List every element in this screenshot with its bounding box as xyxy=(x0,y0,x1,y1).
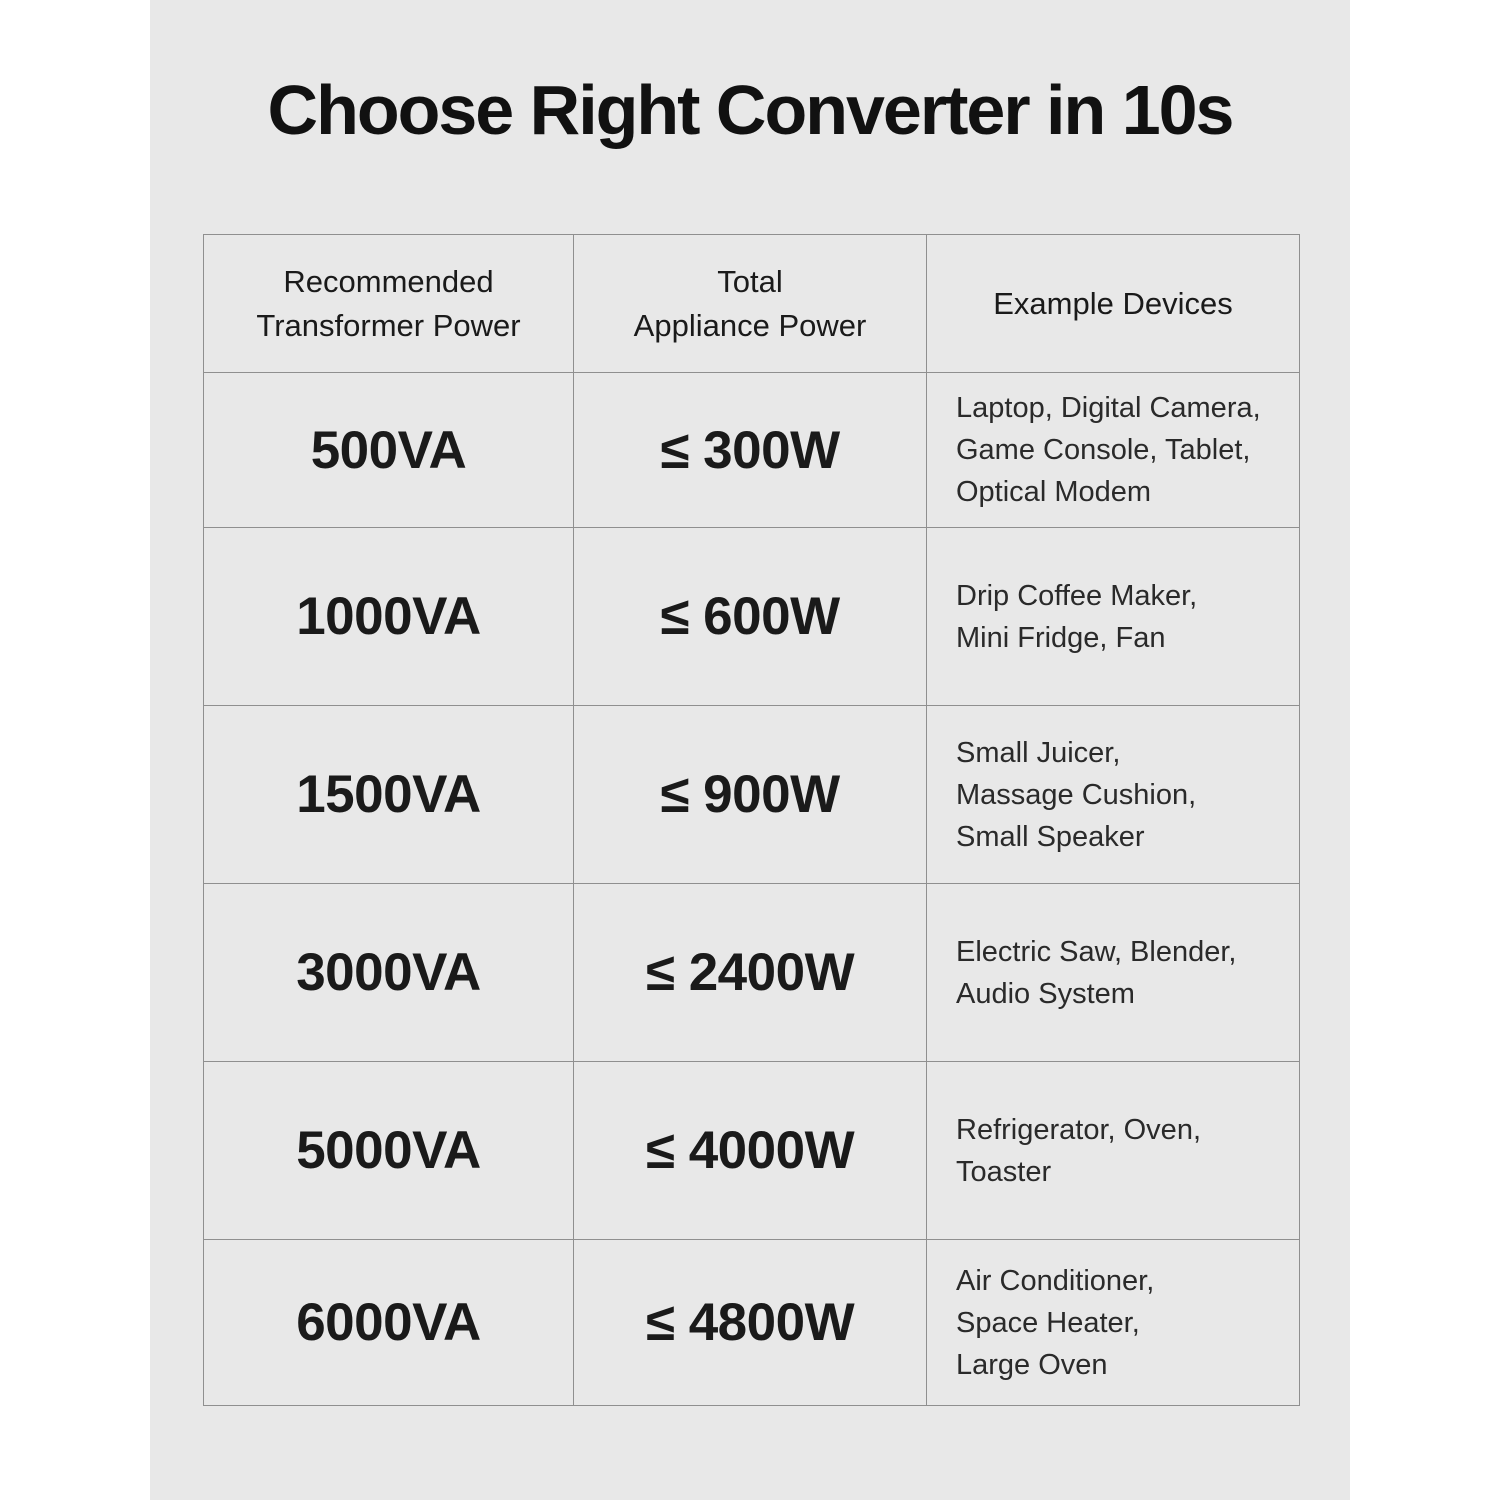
page-title: Choose Right Converter in 10s xyxy=(267,71,1233,149)
header-line: Total xyxy=(717,263,783,299)
device-line: Massage Cushion, xyxy=(956,778,1197,811)
header-line: Appliance Power xyxy=(633,307,867,343)
header-appliance-power xyxy=(574,235,927,373)
content-panel xyxy=(150,0,1350,1500)
header-line: Transformer Power xyxy=(256,307,521,343)
header-line: Example Devices xyxy=(993,285,1233,321)
example-devices-cell xyxy=(927,373,1300,528)
transformer-power-cell: 1500VA xyxy=(204,706,574,884)
table-row xyxy=(204,1240,1300,1406)
example-devices-cell xyxy=(927,706,1300,884)
appliance-power-cell: ≤ 900W xyxy=(574,706,927,884)
device-line: Laptop, Digital Camera, xyxy=(956,392,1261,424)
transformer-power-cell: 500VA xyxy=(204,373,574,528)
appliance-power-cell: ≤ 300W xyxy=(574,373,927,528)
device-line: Game Console, Tablet, xyxy=(956,434,1251,466)
transformer-power-cell: 5000VA xyxy=(204,1062,574,1240)
device-line: Air Conditioner, xyxy=(956,1264,1155,1297)
table-row xyxy=(204,706,1300,884)
header-example-devices xyxy=(927,235,1300,373)
device-line: Space Heater, xyxy=(956,1306,1140,1339)
header-transformer-power xyxy=(204,235,574,373)
table-row xyxy=(204,528,1300,706)
example-devices-cell xyxy=(927,1240,1300,1406)
table-row xyxy=(204,884,1300,1062)
device-line: Refrigerator, Oven, xyxy=(956,1113,1201,1146)
device-line: Toaster xyxy=(956,1155,1052,1188)
example-devices-cell xyxy=(927,1062,1300,1240)
device-line: Electric Saw, Blender, xyxy=(956,935,1237,968)
converter-table xyxy=(203,234,1300,1406)
table-row xyxy=(204,1062,1300,1240)
appliance-power-cell: ≤ 600W xyxy=(574,528,927,706)
device-line: Large Oven xyxy=(956,1348,1108,1381)
appliance-power-cell: ≤ 4800W xyxy=(574,1240,927,1406)
device-line: Small Juicer, xyxy=(956,736,1121,769)
transformer-power-cell: 6000VA xyxy=(204,1240,574,1406)
appliance-power-cell: ≤ 4000W xyxy=(574,1062,927,1240)
table-row xyxy=(204,373,1300,528)
transformer-power-cell: 1000VA xyxy=(204,528,574,706)
device-line: Drip Coffee Maker, xyxy=(956,579,1198,612)
device-line: Optical Modem xyxy=(956,476,1152,508)
appliance-power-cell: ≤ 2400W xyxy=(574,884,927,1062)
example-devices-cell xyxy=(927,528,1300,706)
device-line: Small Speaker xyxy=(956,820,1145,853)
device-line: Mini Fridge, Fan xyxy=(956,621,1166,654)
device-line: Audio System xyxy=(956,977,1135,1010)
header-line: Recommended xyxy=(283,263,494,299)
table-header-row xyxy=(204,235,1300,373)
transformer-power-cell: 3000VA xyxy=(204,884,574,1062)
example-devices-cell xyxy=(927,884,1300,1062)
